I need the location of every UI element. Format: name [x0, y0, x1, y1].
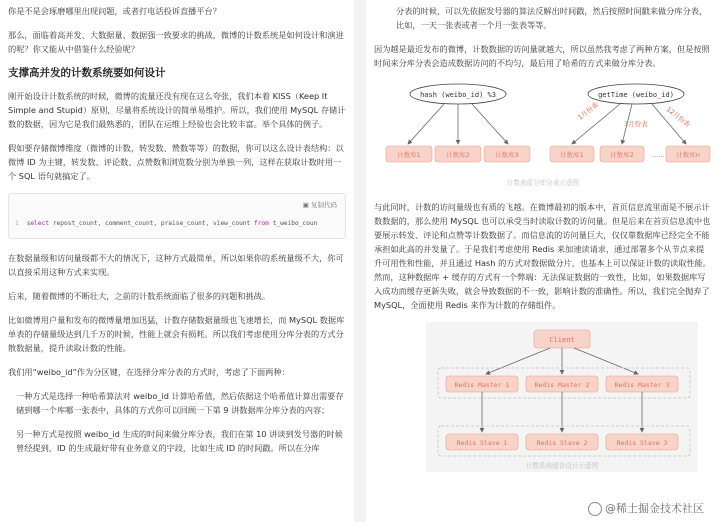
sharding-diagram — [374, 80, 712, 190]
paragraph: 我们用“weibo_id”作为分区键，在选择分库分表的方式时，考虑了下面两种： — [8, 367, 290, 377]
redis-diagram-svg — [374, 322, 712, 472]
redis-master-label: Redis Master 3 — [614, 381, 670, 389]
watermark — [588, 500, 704, 516]
db-label: 计数库2 — [446, 151, 470, 159]
client-label: Client — [549, 336, 575, 344]
db-label: 计数库1 — [560, 151, 584, 159]
page-gutter — [354, 0, 366, 522]
left-page — [0, 0, 354, 522]
code-line — [15, 217, 317, 231]
sql-keyword: select — [26, 220, 50, 227]
paragraph: 因为越是最近发布的微博，计数数据的访问量就越大，所以虽然我考虑了两种方案，但是按照时间来分库分表会造成数据访问的不均匀，最后用了哈希的方式来做分库分表。 — [374, 44, 710, 68]
paragraph: 刚开始设计计数系统的时候，微博的流量还没有现在这么夸张，我们本着 KISS（Keep It Simple and Stupid）原则，尽量将系统设计的简单易维护。所以，我们使用 MySQL 存储计数的数据，因为它是我们最熟悉的，团队在运维上经验也会比较丰富。举个具体的例子。 — [8, 91, 346, 129]
redis-master-label: Redis Master 2 — [534, 381, 590, 389]
watermark-logo-icon — [588, 502, 602, 516]
sql-text: t_weibo_coun — [268, 220, 318, 227]
list-item: 另一种方式是按照 weibo_id 生成的时间来做分库分表，我们在第 10 讲谈到发号器的时候曾经提到，ID 的生成最好带有业务意义的字段，比如生成 ID 的时间戳。所以在分库 — [16, 429, 343, 453]
watermark-text: @稀土掘金技术社区 — [605, 502, 704, 515]
copy-icon: ▣ — [302, 201, 309, 209]
db-label: 计数库n — [676, 151, 700, 159]
arrow — [408, 104, 444, 144]
sql-keyword: from — [253, 220, 269, 227]
paragraph: 比如微博用户量和发布的微博量增加迅猛，计数存储数据量级也飞速增长，而 MySQL 数据库单表的存储量级达到几千万的时候，性能上就会有损耗。所以我们考虑使用分库分表的方式分散数据量，提升读取计数的性能。 — [8, 315, 345, 353]
paragraph: 你是不是会琢磨哪里出现问题，或者打电话投诉直播平台？ — [8, 6, 221, 16]
sql-text: repost_count, comment_count, praise_count, view_count — [49, 220, 254, 227]
paragraph: 后来，随着微博的不断壮大，之前的计数系统面临了很多的问题和挑战。 — [8, 291, 271, 301]
figure-caption: 计数表部分库分表示意图 — [506, 179, 580, 187]
sharding-diagram-svg — [374, 80, 712, 178]
paragraph: 那么，面临着高并发、大数据量、数据强一致要求的挑战，微博的计数系统是如何设计和演进的呢？你又能从中借鉴什么经验呢？ — [8, 30, 344, 54]
paragraph: 分表的时候，可以先依据发号器的算法反解出时间戳，然后按照时间戳来做分库分表，比如，一天一张表或者一个月一张表等等。 — [396, 6, 708, 30]
hash-label: hash (weibo_id) %3 — [420, 91, 496, 99]
left-content — [0, 0, 354, 455]
arrow — [472, 104, 508, 144]
annotation: 12月份表 — [664, 105, 692, 129]
figure-caption: 计数系统缓存设计示意图 — [525, 462, 599, 470]
db-label: 计数库3 — [495, 151, 519, 159]
code-block — [8, 193, 346, 239]
annotation: 1月份表 — [576, 100, 600, 122]
redis-slave-label: Redis Slave 2 — [536, 439, 588, 447]
redis-master-label: Redis Master 1 — [454, 381, 510, 389]
ellipsis: ...... — [652, 151, 665, 159]
line-number: 1 — [15, 220, 19, 227]
copy-code-label: 复制代码 — [311, 201, 337, 209]
db-label: 计数库1 — [397, 151, 421, 159]
redis-diagram — [374, 322, 712, 476]
annotation: 3月份表 — [624, 120, 648, 128]
paragraph: 假如要存储微博维度（微博的计数，转发数、赞数等等）的数据，你可以这么设计表结构：以微博 ID 为主键，转发数、评论数、点赞数和浏览数分别为单独一列，这样在获取计数时用一个 SQL 语句就搞定了。 — [8, 143, 344, 181]
db-label: 计数库2 — [610, 151, 634, 159]
copy-code-button[interactable] — [303, 198, 337, 212]
section-heading: 支撑高并发的计数系统要如何设计 — [8, 67, 166, 79]
list-item: 一种方式是选择一种哈希算法对 weibo_id 计算哈希值，然后依据这个哈希值计算出需要存储到哪一个库哪一张表中，具体的方式你可以回顾一下第 9 讲数据库分库分表的内容； — [16, 391, 344, 415]
time-label: getTime (weibo_id) — [598, 91, 674, 99]
paragraph: 与此同时，计数的访问量级也有质的飞越。在微博最初的版本中，首页信息流里面是不展示计数数据的，那么使用 MySQL 也可以承受当时读取计数的访问量。但是后来在首页信息流中也要展示转发、评论和点赞等计数数据了。而信息流的访问量巨大，仅仅靠数据库已经完全不能承担如此高的并发量了。于是我们考虑使用 Redis 来加速读请求，通过部署多个从节点来提升可用性和性能，并且通过 Hash 的方式对数据做分片，也基本上可以保证计数的读取性能。然而，这种数据库 + 缓存的方式有一个弊端：无法保证数据的一致性，比如，如果数据库写入成功而缓存更新失败，就会导致数据的不一致，影响计数的准确性。所以，我们完全抛弃了 MySQL，全面使用 Redis 来作为计数的存储组件。 — [374, 202, 711, 310]
paragraph: 在数据量级和访问量级都不大的情况下，这种方式最简单，所以如果你的系统量级不大，你可以直接采用这种方式来实现。 — [8, 253, 344, 277]
right-content — [366, 0, 720, 476]
right-page — [366, 0, 720, 522]
redis-slave-label: Redis Slave 1 — [456, 439, 508, 447]
redis-slave-label: Redis Slave 3 — [616, 439, 668, 447]
